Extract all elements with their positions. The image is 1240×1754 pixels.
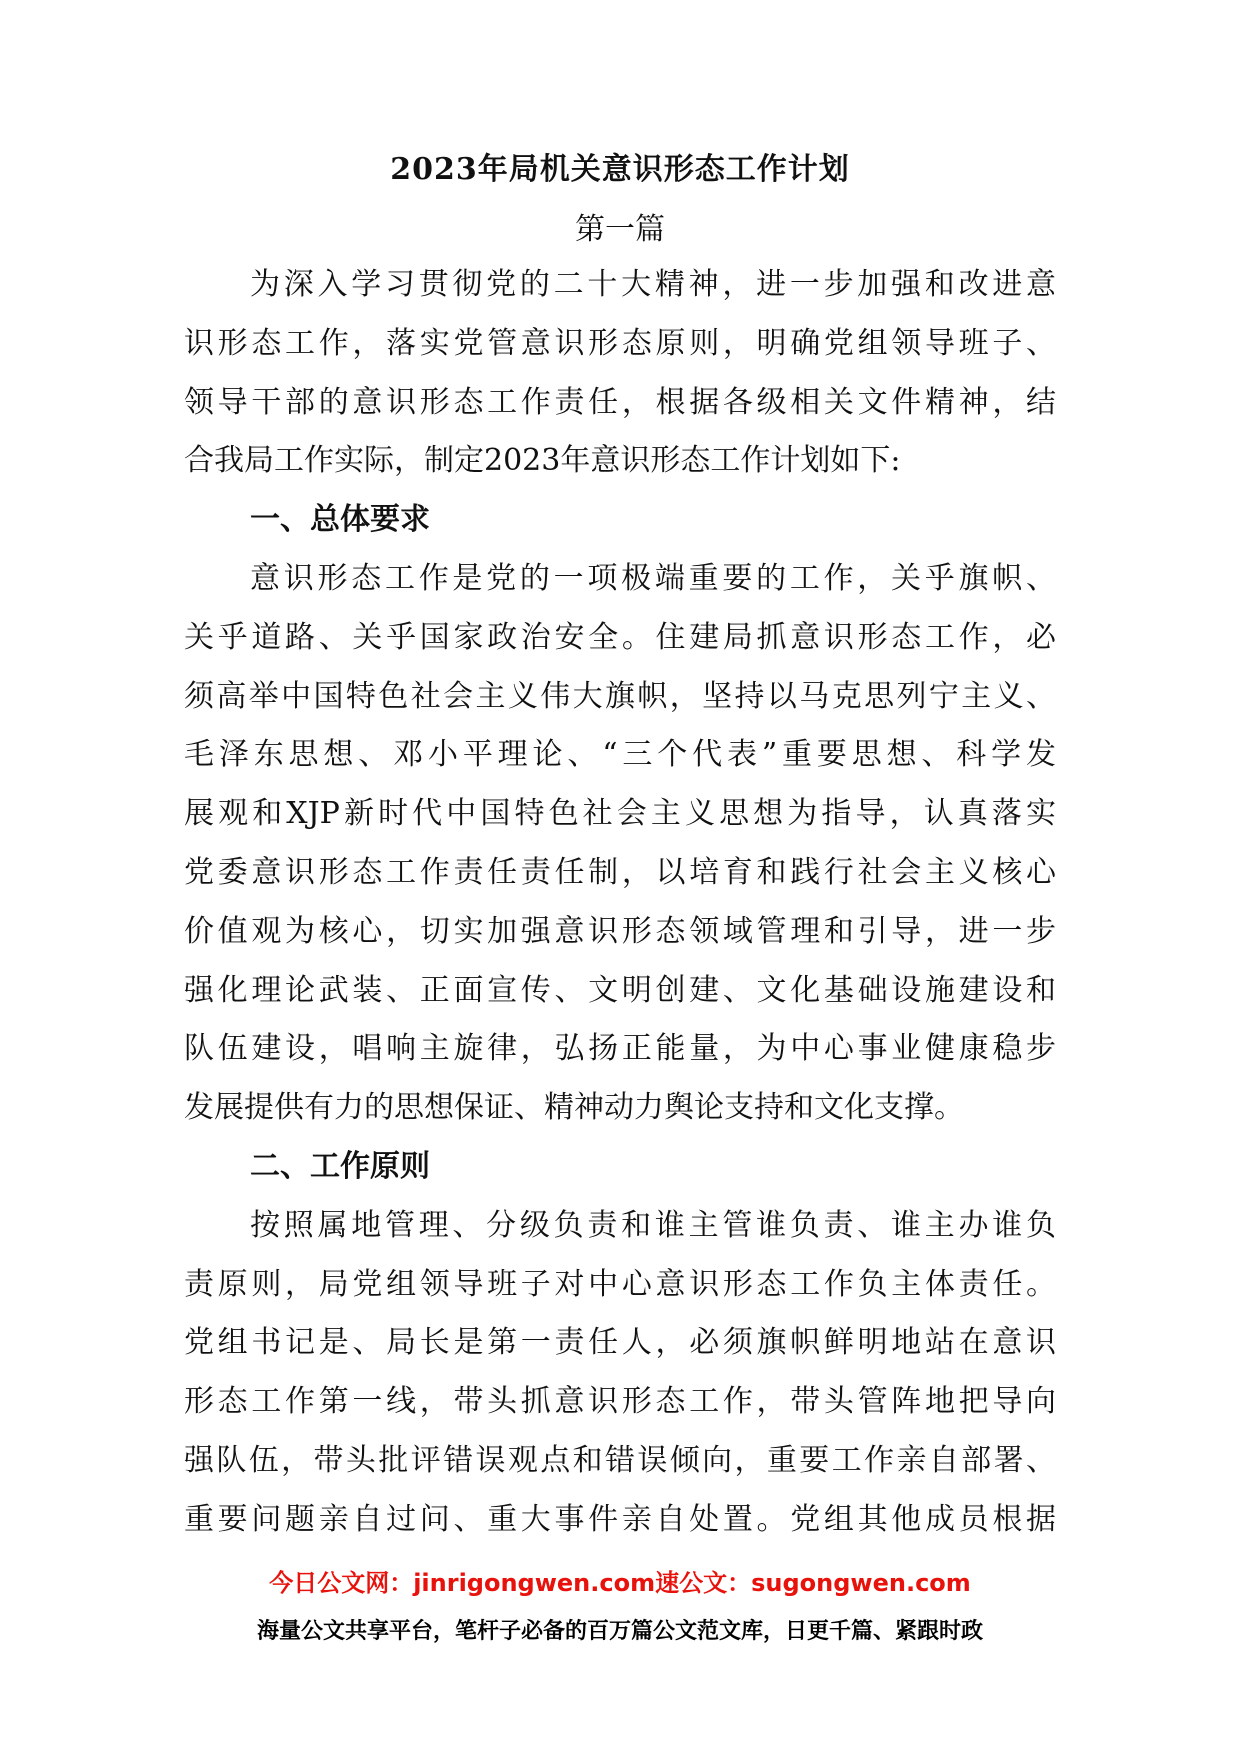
- text-line: 重要问题亲自过问、重大事件亲自处置。党组其他成员根据: [184, 1501, 1056, 1537]
- text-line: 形态工作第一线，带头抓意识形态工作，带头管阵地把导向: [184, 1384, 1056, 1420]
- text-line: 关乎道路、关乎国家政治安全。住建局抓意识形态工作，必: [184, 619, 1056, 655]
- text-line: 责原则，局党组领导班子对中心意识形态工作负主体责任。: [184, 1266, 1056, 1302]
- text-line: 须高举中国特色社会主义伟大旗帜，坚持以马克思列宁主义、: [184, 678, 1056, 714]
- text-line: 强队伍，带头批评错误观点和错误倾向，重要工作亲自部署、: [184, 1442, 1056, 1478]
- text-line: 队伍建设，唱响主旋律，弘扬正能量，为中心事业健康稳步: [184, 1031, 1056, 1067]
- footer-slogan-line: 海量公文共享平台，笔杆子必备的百万篇公文范文库，日更千篇、紧跟时政: [256, 1619, 983, 1644]
- text-line: 党组书记是、局长是第一责任人，必须旗帜鲜明地站在意识: [184, 1325, 1056, 1361]
- text-line: 合我局工作实际，制定2023年意识形态工作计划如下:: [184, 443, 901, 479]
- intro-paragraph: [184, 256, 1056, 491]
- document-title: 2023年局机关意识形态工作计划: [390, 152, 850, 187]
- text-line: 识形态工作，落实党管意识形态原则，明确党组领导班子、: [184, 325, 1056, 361]
- document-subtitle: 第一篇: [575, 212, 665, 247]
- section2-paragraph: [184, 1197, 1056, 1550]
- text-line: 强化理论武装、正面宣传、文明创建、文化基础设施建设和: [184, 972, 1056, 1008]
- text-line: 毛泽东思想、邓小平理论、“三个代表”重要思想、科学发: [184, 737, 1056, 773]
- section-heading-general-requirements: 一、总体要求: [250, 502, 430, 538]
- text-line: 展观和XJP新时代中国特色社会主义思想为指导，认真落实: [184, 796, 1056, 832]
- footer-website-line: 今日公文网：jinrigongwen.com速公文：sugongwen.com: [269, 1569, 971, 1597]
- section1-paragraph: [184, 550, 1056, 1138]
- section-heading-work-principles: 二、工作原则: [250, 1148, 430, 1184]
- text-line: 党委意识形态工作责任责任制，以培育和践行社会主义核心: [184, 854, 1056, 890]
- text-line: 发展提供有力的思想保证、精神动力舆论支持和文化支撑。: [184, 1090, 964, 1126]
- text-line: 意识形态工作是党的一项极端重要的工作，关乎旗帜、: [250, 560, 1056, 596]
- text-line: 按照属地管理、分级负责和谁主管谁负责、谁主办谁负: [250, 1207, 1056, 1243]
- text-line: 领导干部的意识形态工作责任，根据各级相关文件精神，结: [184, 384, 1056, 420]
- text-line: 价值观为核心，切实加强意识形态领域管理和引导，进一步: [184, 913, 1056, 949]
- text-line: 为深入学习贯彻党的二十大精神，进一步加强和改进意: [250, 267, 1056, 302]
- document-body: [184, 256, 1056, 1550]
